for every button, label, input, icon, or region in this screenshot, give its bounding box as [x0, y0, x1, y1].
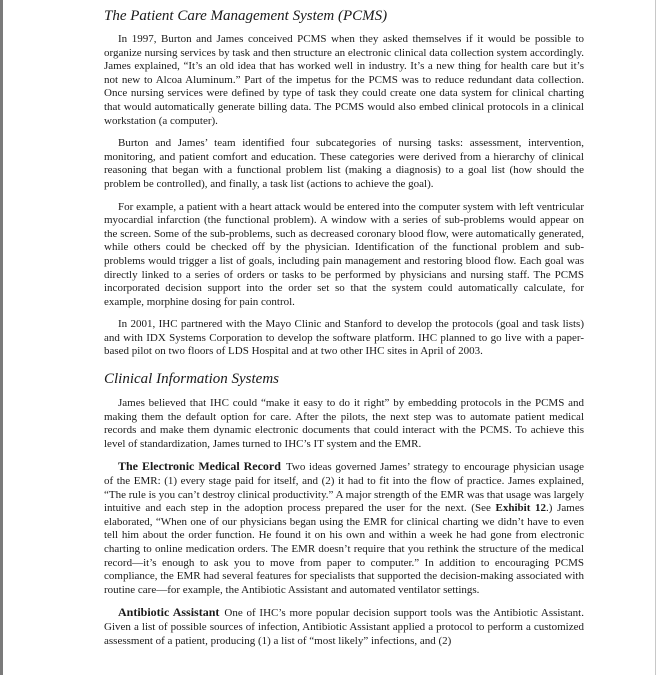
page-right-border [655, 0, 656, 675]
paragraph-text: Two ideas governed James’ strategy to encourage physician usage of the EMR: (1) every stage paid for itself, and (2) it had to fit into the flow of practice. James explained, “The rule is you can’t destroy clinical productivity.” A major strength of the EMR was that usage was largely intuitive and each step in the adoption process prepared the user for the next. (See [104, 461, 585, 515]
paragraph-emr [104, 460, 584, 597]
paragraph: In 2001, IHC partnered with the Mayo Clinic and Stanford to develop the protocols (goal and task lists) and with IDX Systems Corporation to develop the software platform. IHC planned to go live with a paper-based pilot on two floors of LDS Hospital and at two other IHC sites in April of 2003. [104, 318, 584, 358]
paragraph-text: One of IHC’s more popular decision support tools was the Antibiotic Assistant. Given a list of possible sources of infection, Antibiotic Assistant applied a protocol to perform a customized assessment of a patient, producing (1) a list of “most likely” infections, and (2) [104, 607, 584, 647]
paragraph-antibiotic [104, 606, 584, 648]
paragraph: Burton and James’ team identified four subcategories of nursing tasks: assessment, intervention, monitoring, and patient comfort and education. These categories were derived from a hierarchy of clinical reasoning that began with a functional problem list (making a diagnosis) to a goal list (how should the problem be controlled), and finally, a task list (actions to achieve the goal). [104, 137, 584, 190]
section-heading-clinical-info: Clinical Information Systems [104, 371, 279, 388]
document-page [104, 7, 584, 657]
exhibit-reference: Exhibit 12 [495, 502, 547, 515]
run-in-heading-emr: The Electronic Medical Record [118, 459, 281, 474]
paragraph: James believed that IHC could “make it easy to do it right” by embedding protocols in the PCMS and making them the default option for care. After the pilots, the next step was to automate patient medical records and make them dynamic electronic documents that could interact with the PCMS. To achieve this level of standardization, James turned to IHC’s IT system and the EMR. [104, 397, 584, 450]
section-heading-pcms: The Patient Care Management System (PCMS) [104, 8, 388, 24]
page-left-border [0, 0, 3, 675]
paragraph: In 1997, Burton and James conceived PCMS when they asked themselves if it would be possible to organize nursing services by task and then structure an electronic clinical data collection system accordingly. James explained, “It’s an old idea that has worked well in industry. It’s a new thing for health care but it’s not new to Alcoa Aluminum.” Part of the impetus for the PCMS was to reduce redundant data collection. Once nursing services were defined by type of task they could create one data system for clinical charting that would automatically generate billing data. The PCMS would also embed clinical protocols in a clinical workstation (a computer). [104, 33, 584, 127]
paragraph: For example, a patient with a heart attack would be entered into the computer system with left ventricular myocardial infarction (the functional problem). A window with a series of sub-problems would appear on the screen. Some of the sub-problems, such as decreased coronary blood flow, were automatically generated, while others could be checked off by the physician. Identification of the functional problem and sub-problems would trigger a list of goals, including pain management and restoring blood flow. Each goal was directly linked to a series of orders or tasks to be performed by physicians and nursing staff. The PCMS incorporated decision support into the order set so that the system could automatically calculate, for example, morphine dosing for pain control. [104, 200, 584, 308]
run-in-heading-antibiotic: Antibiotic Assistant [118, 605, 220, 620]
paragraph-text: .) James elaborated, “When one of our physicians began using the EMR for clinical charting we didn’t have to even tell him about the order function. He found it on his own and within a week he had gone from electronic charting to online medication orders. The EMR doesn’t require that you rethink the structure of the medical record—it’s enough to ask you to move from paper to computer.” In addition to encouraging PCMS compliance, the EMR had several features for specialists that supported the decision-making associated with routine care—for example, the Antibiotic Assistant and automated ventilator settings. [104, 502, 584, 596]
